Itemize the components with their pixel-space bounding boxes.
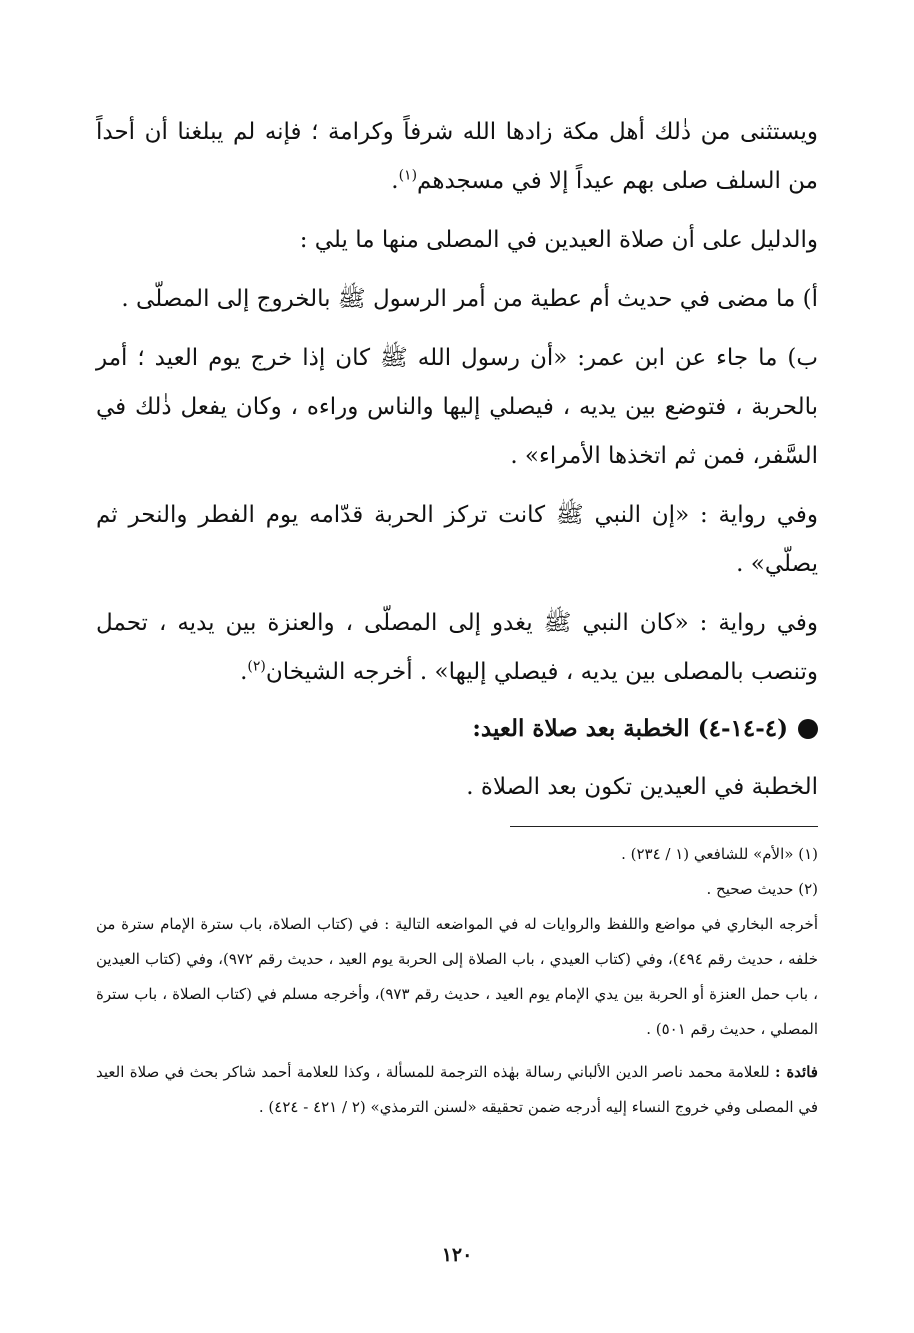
paragraph-riwaya-1: وفي رواية : «إن النبي ﷺ كانت تركز الحربة قدّامه يوم الفطر والنحر ثم يصلّي» . [96, 502, 818, 577]
footnote-1: (١) «الأم» للشافعي (١ / ٢٣٤) . [621, 845, 818, 863]
section-heading [96, 707, 818, 751]
paragraph-end: . [240, 659, 248, 685]
footnote-ref-2: (٢) [247, 658, 266, 675]
footnote-divider [510, 826, 818, 827]
paragraph-khutba: الخطبة في العيدين تكون بعد الصلاة . [466, 774, 818, 800]
paragraph-evidence-a: أ) ما مضى في حديث أم عطية من أمر الرسول ﷺ بالخروج إلى المصلّى . [121, 286, 818, 312]
fawaid-text: للعلامة محمد ناصر الدين الألباني رسالة بهٰذه الترجمة للمسألة ، وكذا للعلامة أحمد شاكر بحث في صلاة العيد في المصلى وفي خروج النساء إليه أدرجه ضمن تحقيقه «لسنن الترمذي» (٢ / ٤٢١ - ٤٢٤) . [96, 1063, 818, 1116]
paragraph-mecca-exception [96, 108, 818, 206]
footnote-2-text: أخرجه البخاري في مواضع واللفظ والروايات له في المواضعه التالية : في (كتاب الصلاة، باب سترة الإمام سترة من خلفه ، حديث رقم ٤٩٤)، وفي (كتاب العيدي ، باب الصلاة إلى الحربة يوم العيد ، حديث رقم ٩٧٢)، وفي (كتاب العيدين ، باب حمل العنزة أو الحربة بين يدي الإمام يوم العيد ، حديث رقم ٩٧٣)، وأخرجه مسلم في (كتاب الصلاة ، باب سترة المصلي ، حديث رقم ٥٠١) . [96, 915, 818, 1038]
paragraph-text: وفي رواية : «كان النبي ﷺ يغدو إلى المصلّى ، والعنزة بين يديه ، تحمل وتنصب بالمصلى بين يديه ، فيصلي إليها» . أخرجه الشيخان [96, 610, 818, 685]
footnote-ref-1: (١) [398, 167, 418, 184]
section-heading-text: (٤-١٤-٤) الخطبة بعد صلاة العيد: [472, 715, 788, 742]
fawaid-label: فائدة : [775, 1063, 818, 1081]
footnote-2-title: (٢) حديث صحيح . [706, 880, 818, 898]
page-content [96, 108, 818, 1125]
footnotes [96, 837, 818, 1125]
paragraph-end: . [391, 168, 399, 194]
page-number: ١٢٠ [441, 1244, 473, 1266]
bullet-dot-icon [798, 719, 818, 739]
paragraph-riwaya-2 [96, 599, 818, 697]
footnote-fawaid [96, 1055, 818, 1125]
paragraph-evidence-b: ب) ما جاء عن ابن عمر: «أن رسول الله ﷺ كان إذا خرج يوم العيد ؛ أمر بالحربة ، فتوضع بين يديه ، فيصلي إليها والناس وراءه ، وكان يفعل ذٰلك في السَّفر، فمن ثم اتخذها الأمراء» . [96, 345, 818, 469]
paragraph-evidence-intro: والدليل على أن صلاة العيدين في المصلى منها ما يلي : [299, 227, 818, 253]
paragraph-text: ويستثنى من ذٰلك أهل مكة زادها الله شرفاً وكرامة ؛ فإنه لم يبلغنا أن أحداً من السلف صلى بهم عيداً إلا في مسجدهم [96, 119, 818, 194]
